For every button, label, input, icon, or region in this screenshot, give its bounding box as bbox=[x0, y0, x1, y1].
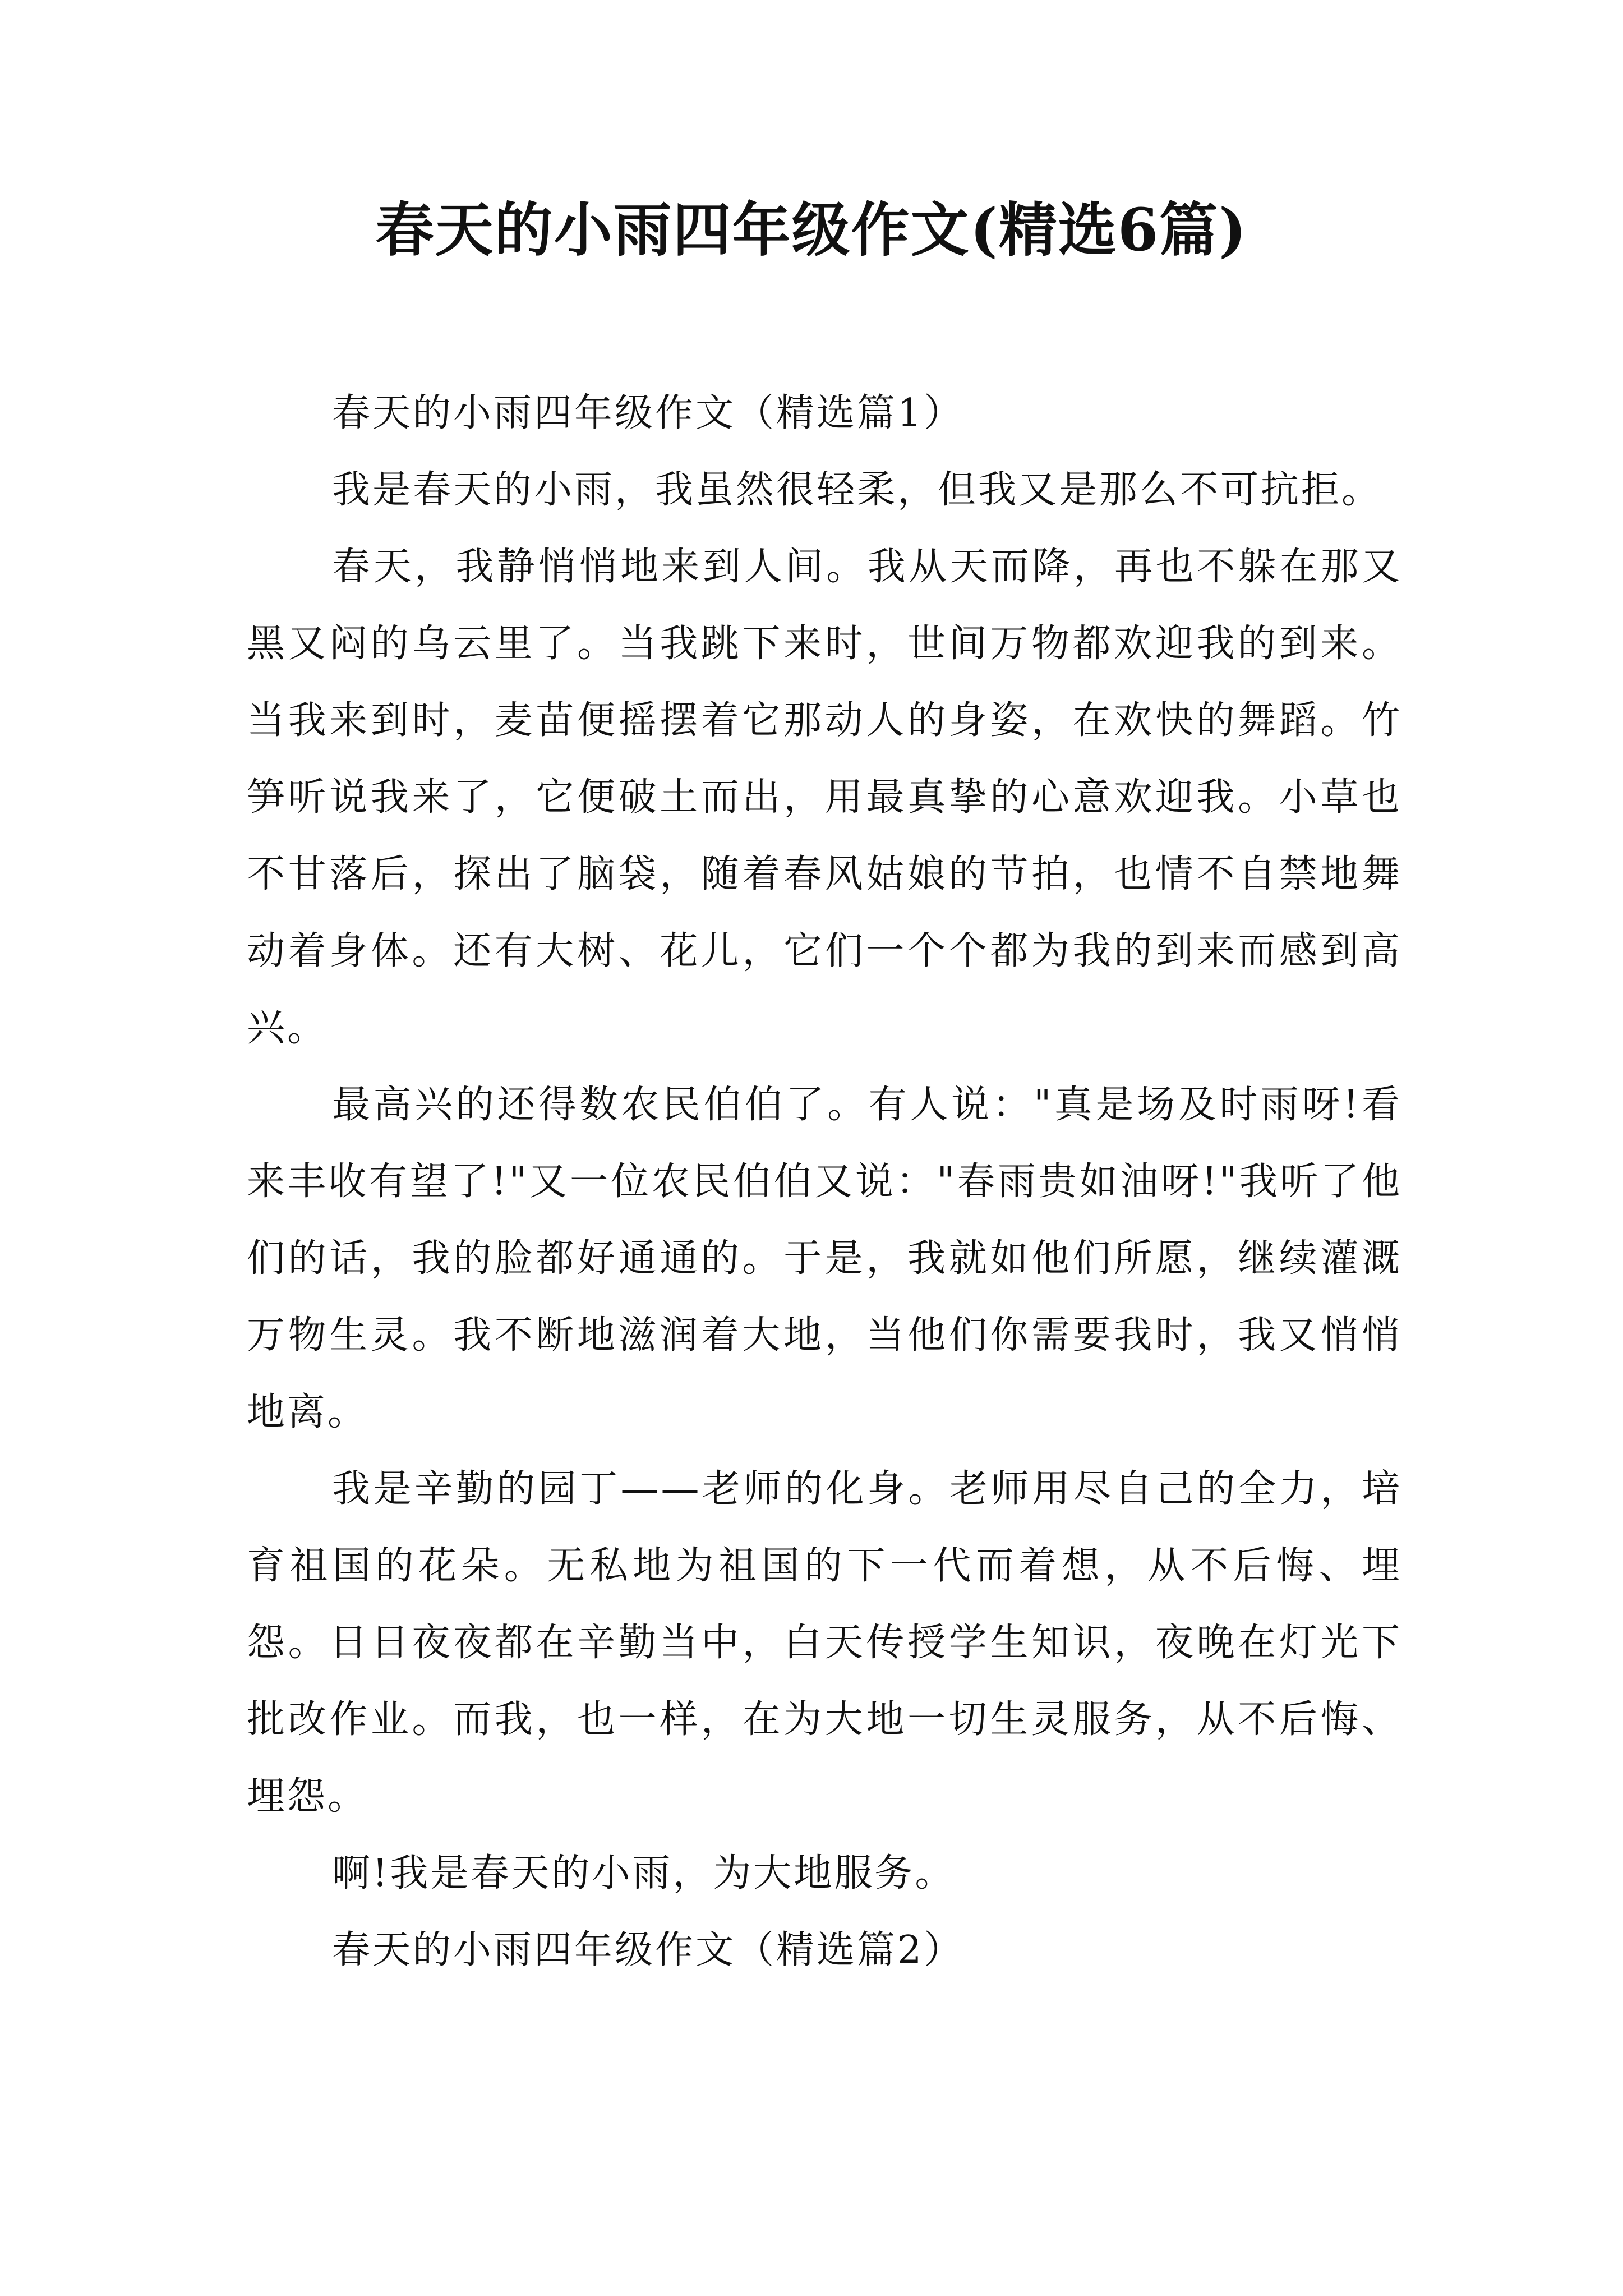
paragraph-closing: 啊!我是春天的小雨，为大地服务。 bbox=[332, 1851, 956, 1895]
document-title: 春天的小雨四年级作文(精选6篇) bbox=[375, 195, 1248, 264]
document-body bbox=[247, 375, 1402, 1989]
section-heading-2: 春天的小雨四年级作文（精选篇2） bbox=[332, 1928, 965, 1972]
paragraph-spring-arrival: 春天，我静悄悄地来到人间。我从天而降，再也不躲在那又黑又闷的乌云里了。当我跳下来时，世间万物都欢迎我的到来。当我来到时，麦苗便摇摆着它那动人的身姿，在欢快的舞蹈。竹笋听说我来了，它便破土而出，用最真挚的心意欢迎我。小草也不甘落后，探出了脑袋，随着春风姑娘的节拍，也情不自禁地舞动着身体。还有大树、花儿，它们一个个都为我的到来而感到高兴。 bbox=[247, 545, 1402, 1050]
section-heading-1: 春天的小雨四年级作文（精选篇1） bbox=[332, 391, 965, 435]
paragraph-farmers: 最高兴的还得数农民伯伯了。有人说："真是场及时雨呀!看来丰收有望了!"又一位农民伯伯又说："春雨贵如油呀!"我听了他们的话，我的脸都好通通的。于是，我就如他们所愿，继续灌溉万物生灵。我不断地滋润着大地，当他们你需要我时，我又悄悄地离。 bbox=[247, 1083, 1402, 1434]
paragraph-gardener: 我是辛勤的园丁——老师的化身。老师用尽自己的全力，培育祖国的花朵。无私地为祖国的下一代而着想，从不后悔、埋怨。日日夜夜都在辛勤当中，白天传授学生知识，夜晚在灯光下批改作业。而我，也一样，在为大地一切生灵服务，从不后悔、埋怨。 bbox=[247, 1467, 1402, 1819]
paragraph-intro: 我是春天的小雨，我虽然很轻柔，但我又是那么不可抗拒。 bbox=[332, 468, 1382, 512]
